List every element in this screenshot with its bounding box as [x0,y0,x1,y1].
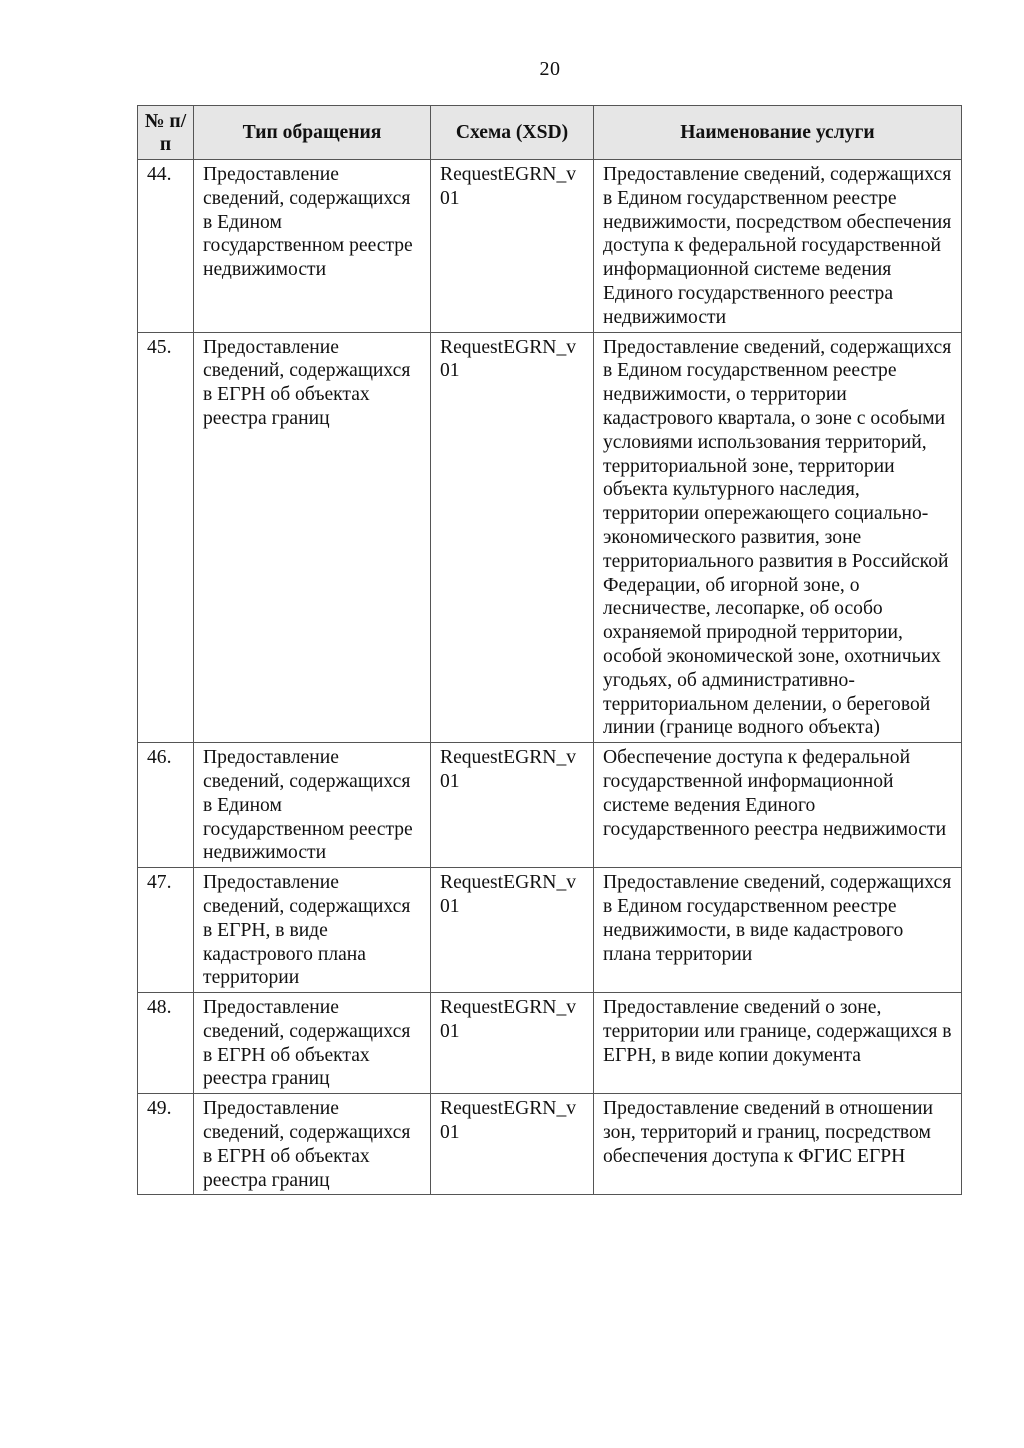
header-number: № п/п [138,106,194,160]
row-schema: RequestEGRN_v01 [431,160,594,333]
table-row [138,743,962,868]
row-number: 47. [138,868,194,993]
row-number: 45. [138,332,194,743]
header-service-name: Наименование услуги [594,106,962,160]
table-header-row [138,106,962,160]
row-schema: RequestEGRN_v01 [431,1094,594,1195]
row-request-type: Предоставление сведений, содержащихся в ЕГРН об объектах реестра границ [194,332,431,743]
table-row [138,868,962,993]
table-row [138,160,962,333]
table-row [138,332,962,743]
row-request-type: Предоставление сведений, содержащихся в Едином государственном реестре недвижимости [194,743,431,868]
row-number: 49. [138,1094,194,1195]
row-number: 48. [138,993,194,1094]
row-service-name: Предоставление сведений, содержащихся в Едином государственном реестре недвижимости, в виде кадастрового плана территории [594,868,962,993]
table-row [138,993,962,1094]
row-schema: RequestEGRN_v01 [431,868,594,993]
row-number: 46. [138,743,194,868]
header-schema: Схема (XSD) [431,106,594,160]
row-request-type: Предоставление сведений, содержащихся в Едином государственном реестре недвижимости [194,160,431,333]
row-number: 44. [138,160,194,333]
page-number: 20 [539,58,561,80]
row-service-name: Обеспечение доступа к федеральной государственной информационной системе ведения Единого государственного реестра недвижимости [594,743,962,868]
row-request-type: Предоставление сведений, содержащихся в ЕГРН об объектах реестра границ [194,993,431,1094]
row-request-type: Предоставление сведений, содержащихся в ЕГРН об объектах реестра границ [194,1094,431,1195]
row-schema: RequestEGRN_v01 [431,993,594,1094]
row-service-name: Предоставление сведений, содержащихся в Едином государственном реестре недвижимости, о территории кадастрового квартала, о зоне с особыми условиями использования территорий, территориальной зоне, территории объекта культурного наследия, территории опережающего социально-экономического развития, зоне территориального развития в Российской Федерации, об игорной зоне, о лесничестве, лесопарке, об особо охраняемой природной территории, особой экономической зоне, охотничьих угодьях, об административно-территориальном делении, о береговой линии (границе водного объекта) [594,332,962,743]
table-row [138,1094,962,1195]
row-schema: RequestEGRN_v01 [431,332,594,743]
header-request-type: Тип обращения [194,106,431,160]
row-service-name: Предоставление сведений о зоне, территории или границе, содержащихся в ЕГРН, в виде копии документа [594,993,962,1094]
row-service-name: Предоставление сведений, содержащихся в Едином государственном реестре недвижимости, посредством обеспечения доступа к федеральной государственной информационной системе ведения Единого государственного реестра недвижимости [594,160,962,333]
row-request-type: Предоставление сведений, содержащихся в ЕГРН, в виде кадастрового плана территории [194,868,431,993]
row-service-name: Предоставление сведений в отношении зон, территорий и границ, посредством обеспечения доступа к ФГИС ЕГРН [594,1094,962,1195]
row-schema: RequestEGRN_v01 [431,743,594,868]
services-table [137,105,962,1195]
